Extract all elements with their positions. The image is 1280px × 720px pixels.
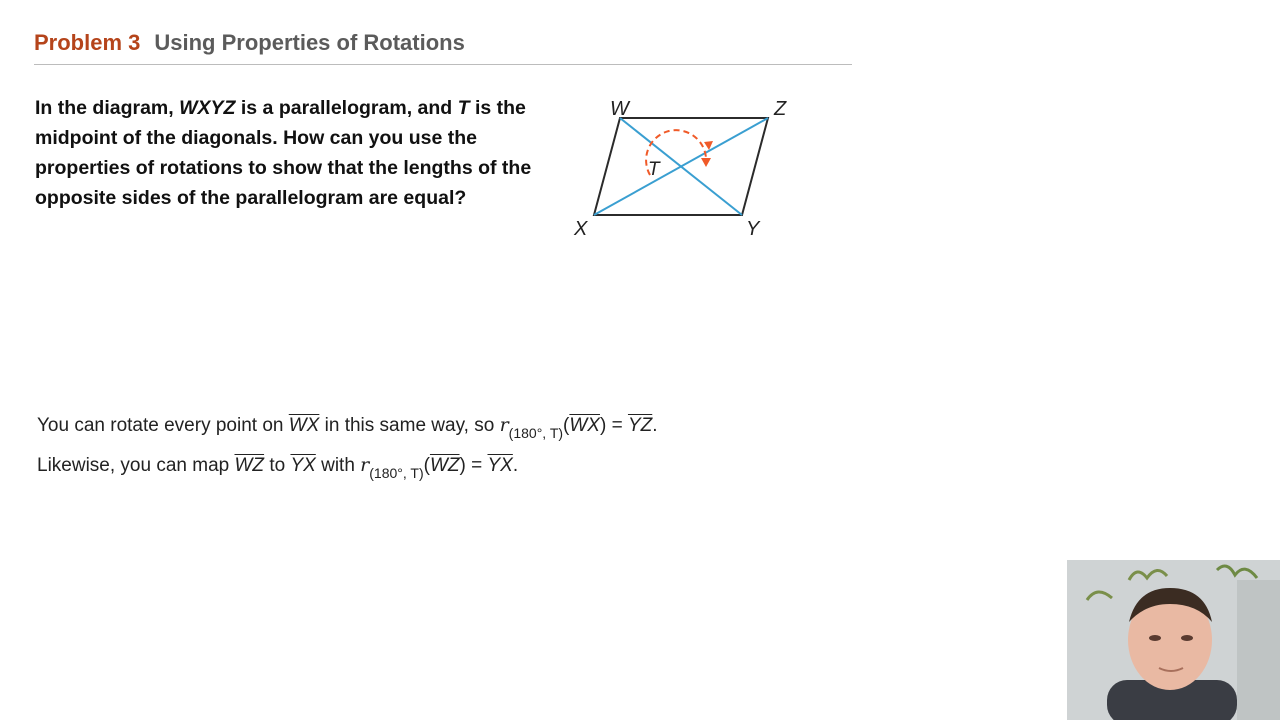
webcam-overlay xyxy=(1067,560,1280,720)
segment-wx: $\overline{WX}$ xyxy=(288,415,320,436)
segment-result: $\overline{YZ}$ xyxy=(627,415,653,436)
rotation-symbol: r xyxy=(499,414,509,436)
segment-arg: $\overline{WX}$ xyxy=(569,415,600,436)
label-y: Y xyxy=(746,218,760,240)
header-divider xyxy=(34,64,852,65)
problem-number: Problem 3 xyxy=(34,30,141,55)
problem-header xyxy=(34,30,465,56)
shape-name: WXYZ xyxy=(179,97,236,119)
label-w: W xyxy=(610,98,629,120)
parallelogram-diagram xyxy=(560,88,810,248)
segment-wz: $\overline{WZ}$ xyxy=(234,455,265,476)
label-z: Z xyxy=(774,98,787,120)
statement-line-2: Likewise, you can map $\overline{WZ}$ to $\overline{YX}$ with $r_{(180^\circ, T)}(\overline{WZ}) = \overline{YX}$. xyxy=(37,454,519,481)
segment-arg: $\overline{WZ}$ xyxy=(429,455,460,476)
label-t: T xyxy=(648,159,660,180)
diagonal-zx xyxy=(594,118,768,215)
problem-title: Using Properties of Rotations xyxy=(154,30,465,55)
problem-statement: In the diagram, WXYZ is a parallelogram, and T is the midpoint of the diagonals. How can you use the properties of rotations to show that the lengths of the opposite sides of the parallelogram are equal? xyxy=(35,97,532,209)
statement-line-1: You can rotate every point on $\overline{WX}$ in this same way, so $r_{(180^\circ, T)}(\overline{WX}) = \overline{YZ}$. xyxy=(37,414,658,441)
segment-yx: $\overline{YX}$ xyxy=(290,455,316,476)
arrowhead-icon-1 xyxy=(701,158,711,167)
rotation-subscript: (180°, T) xyxy=(508,425,564,441)
label-x: X xyxy=(574,218,588,240)
point-name: T xyxy=(457,97,470,119)
rotation-subscript: (180°, T) xyxy=(369,465,424,481)
segment-result: $\overline{YX}$ xyxy=(487,455,513,476)
presenter-video xyxy=(1067,560,1280,720)
rotation-symbol: r xyxy=(360,454,370,476)
